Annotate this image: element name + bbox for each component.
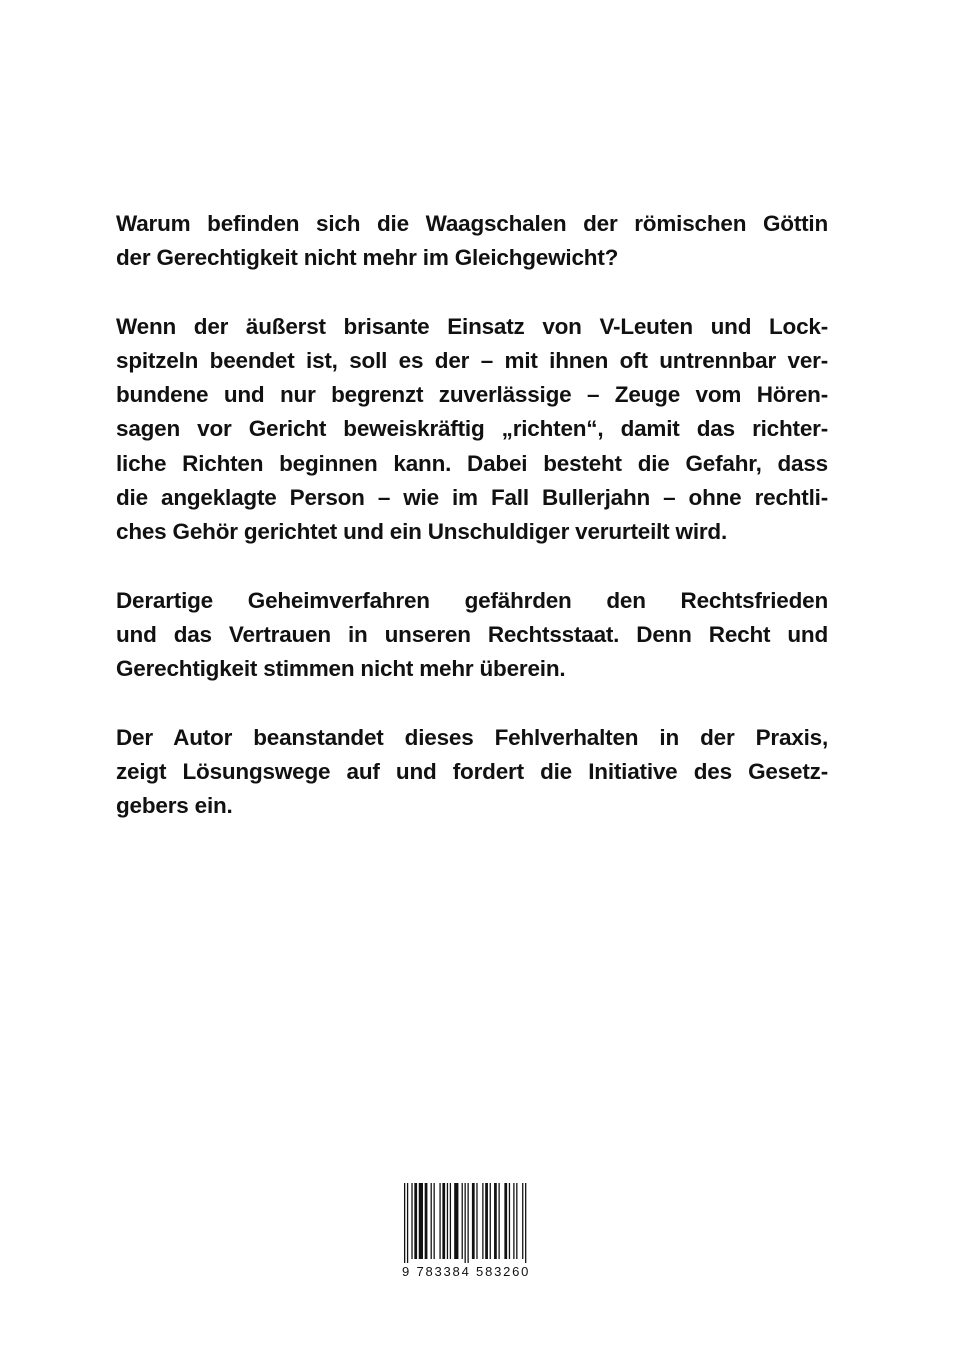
text-line: Wenn der äußerst brisante Einsatz von V-Leuten und Lock-: [116, 313, 828, 339]
barcode-bar: [482, 1183, 483, 1259]
isbn-barcode: [402, 1183, 530, 1285]
barcode-bar: [522, 1183, 523, 1259]
barcode-bar: [442, 1183, 445, 1259]
barcode-bar: [450, 1183, 451, 1259]
barcode-bar: [498, 1183, 499, 1259]
barcode-bar: [411, 1183, 412, 1259]
barcode-bar: [425, 1183, 428, 1259]
barcode-bar: [465, 1183, 466, 1263]
paragraph-context: [116, 310, 828, 550]
barcode-bar: [513, 1183, 514, 1259]
barcode-bar: [431, 1183, 432, 1259]
barcode-bar: [472, 1183, 475, 1259]
barcode-bar: [516, 1183, 517, 1259]
barcode-bar: [434, 1183, 435, 1259]
text-line: ches Gehör gerichtet und ein Unschuldiger verurteilt wird.: [116, 519, 728, 545]
barcode-bar: [447, 1183, 448, 1259]
text-line: bundene und nur begrenzt zuverlässige – Zeuge vom Hören-: [116, 382, 828, 408]
barcode-bar: [419, 1183, 423, 1259]
barcode-bar: [404, 1183, 405, 1263]
barcode-bar: [525, 1183, 526, 1263]
barcode-bar: [454, 1183, 458, 1259]
text-line: Derartige Geheimverfahren gefährden den Rechtsfrieden: [116, 587, 828, 613]
text-line: und das Vertrauen in unseren Rechtsstaat. Denn Recht und: [116, 621, 828, 647]
text-line: gebers ein.: [116, 793, 233, 819]
text-line: der Gerechtigkeit nicht mehr im Gleichgewicht?: [116, 245, 619, 271]
text-line: zeigt Lösungswege auf und fordert die Initiative des Gesetz-: [116, 758, 828, 784]
paragraph-question: [116, 207, 828, 276]
text-line: sagen vor Gericht beweiskräftig „richten“, damit das richter-: [116, 416, 828, 442]
blurb-text: [116, 207, 828, 857]
barcode-bar: [462, 1183, 463, 1259]
text-line: liche Richten beginnen kann. Dabei besteht die Gefahr, dass: [116, 450, 828, 476]
text-line: Warum befinden sich die Waagschalen der römischen Göttin: [116, 211, 828, 236]
barcode-bar: [414, 1183, 417, 1259]
text-line: Gerechtigkeit stimmen nicht mehr überein.: [116, 656, 566, 682]
paragraph-consequence: [116, 584, 828, 687]
barcode-bar: [467, 1183, 468, 1263]
text-line: die angeklagte Person – wie im Fall Bullerjahn – ohne rechtli-: [116, 485, 828, 511]
barcode-bar: [494, 1183, 497, 1259]
barcode-bar: [439, 1183, 440, 1259]
barcode-bars: [402, 1183, 530, 1263]
text-line: Der Autor beanstandet dieses Fehlverhalten in der Praxis,: [116, 724, 828, 750]
barcode-bar: [476, 1183, 477, 1259]
text-line: spitzeln beendet ist, soll es der – mit ihnen oft untrennbar ver-: [116, 347, 828, 373]
barcode-bar: [504, 1183, 507, 1259]
barcode-digits: 9 783384 583260: [402, 1264, 531, 1279]
barcode-bar: [490, 1183, 491, 1259]
barcode-bar: [509, 1183, 510, 1259]
paragraph-author: [116, 721, 828, 824]
barcode-bar: [407, 1183, 408, 1263]
barcode-bar: [485, 1183, 488, 1259]
